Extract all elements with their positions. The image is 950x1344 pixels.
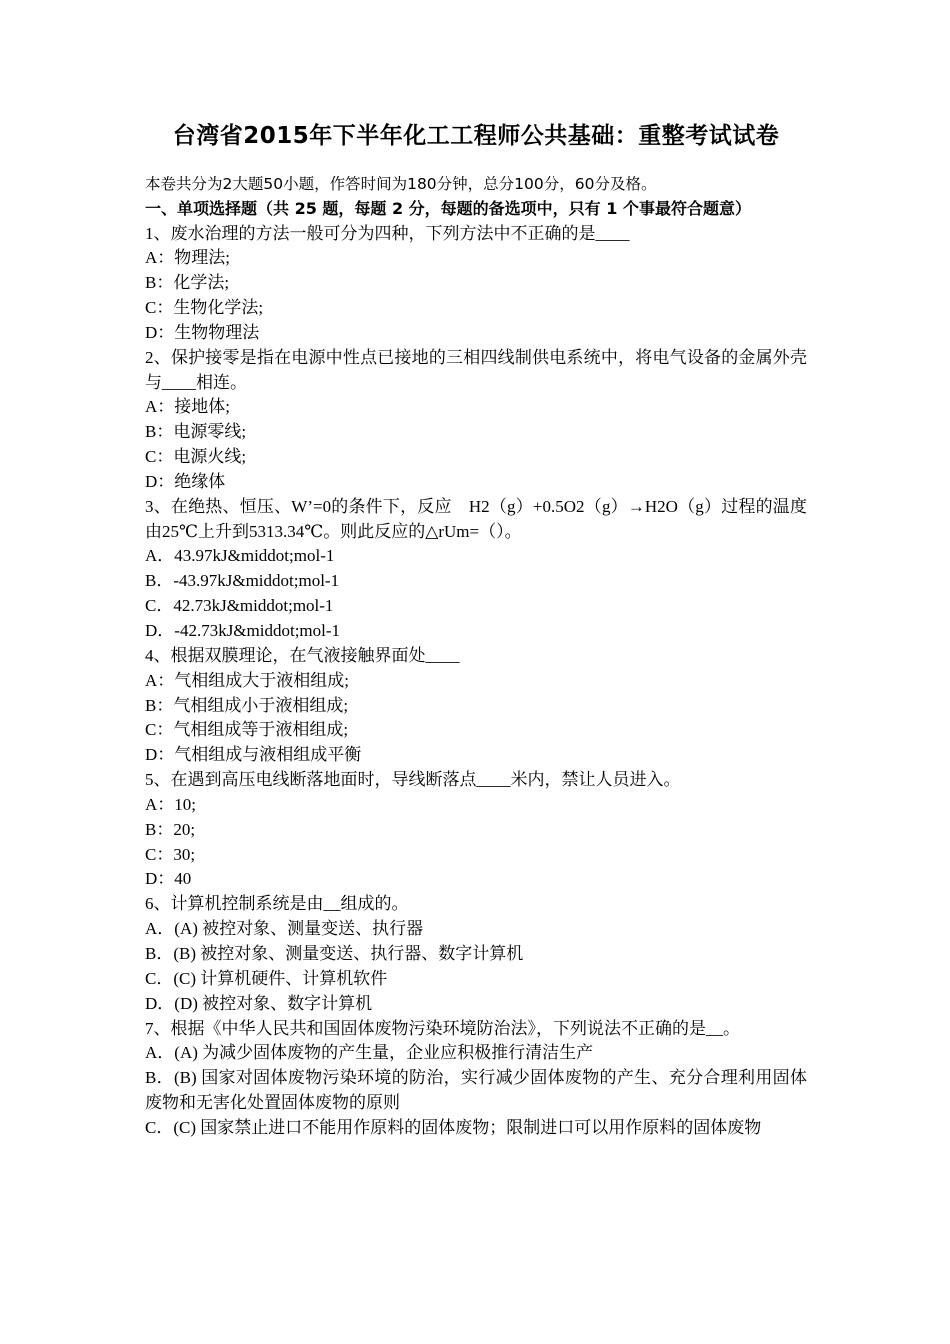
option-c: C：气相组成等于液相组成;: [145, 720, 349, 740]
question-stem: 7、根据《中华人民共和国固体废物污染环境防治法》，下列说法不正确的是__。: [145, 1018, 740, 1038]
question-4: [145, 644, 807, 768]
document-title: 台湾省2015年下半年化工工程师公共基础：重整考试试卷: [172, 123, 780, 149]
option-b: B．(B) 被控对象、测量变送、执行器、数字计算机: [145, 943, 524, 963]
option-c: C．(C) 计算机硬件、计算机软件: [145, 968, 388, 988]
question-5: [145, 768, 807, 892]
question-stem: 6、计算机控制系统是由__组成的。: [145, 894, 409, 914]
option-b: B：化学法;: [145, 273, 230, 293]
question-stem: 4、根据双膜理论，在气液接触界面处____: [145, 645, 460, 665]
option-d: D：绝缘体: [145, 471, 226, 491]
option-c: C：电源火线;: [145, 447, 247, 467]
question-stem: 2、保护接零是指在电源中性点已接地的三相四线制供电系统中，将电气设备的金属外壳与____相连。: [145, 347, 807, 392]
option-d: D．-42.73kJ&middot;mol-1: [145, 621, 341, 640]
option-b: B：20;: [145, 819, 196, 839]
section-heading: 一、单项选择题（共 25 题，每题 2 分，每题的备选项中，只有 1 个事最符合题意）: [145, 199, 751, 218]
option-d: D：气相组成与液相组成平衡: [145, 745, 362, 765]
option-d: D．(D) 被控对象、数字计算机: [145, 993, 373, 1013]
option-d: D：生物物理法: [145, 322, 260, 342]
question-6: [145, 892, 807, 1016]
option-a: A．43.97kJ&middot;mol-1: [145, 546, 335, 566]
option-a: A．(A) 为减少固体废物的产生量，企业应积极推行清洁生产: [145, 1043, 594, 1063]
question-2: [145, 346, 807, 495]
option-a: A．(A) 被控对象、测量变送、执行器: [145, 919, 424, 939]
option-b: B．-43.97kJ&middot;mol-1: [145, 571, 340, 591]
option-b: B：气相组成小于液相组成;: [145, 695, 349, 715]
question-3: [145, 495, 807, 644]
option-c: C．42.73kJ&middot;mol-1: [145, 596, 334, 616]
option-c: C．(C) 国家禁止进口不能用作原料的固体废物；限制进口可以用作原料的固体废物: [145, 1117, 762, 1137]
question-stem: 5、在遇到高压电线断落地面时，导线断落点____米内，禁让人员进入。: [145, 770, 681, 790]
question-1: [145, 222, 807, 346]
option-a: A：10;: [145, 794, 196, 814]
document-page: [145, 118, 807, 1141]
option-d: D：40: [145, 869, 192, 889]
option-a: A：接地体;: [145, 397, 230, 417]
question-stem: 1、废水治理的方法一般可分为四种，下列方法中不正确的是____: [145, 223, 630, 243]
option-a: A：物理法;: [145, 248, 230, 268]
exam-intro: 本卷共分为2大题50小题，作答时间为180分钟，总分100分，60分及格。: [145, 175, 657, 193]
question-7: [145, 1017, 807, 1141]
option-a: A：气相组成大于液相组成;: [145, 670, 349, 690]
question-stem: 3、在绝热、恒压、W’=0的条件下，反应 H2（g）+0.5O2（g）→H2O（g）过程的温度由25℃上升到5313.34℃。则此反应的△rUm=（）。: [145, 496, 807, 541]
option-b: B：电源零线;: [145, 422, 247, 442]
option-b: B．(B) 国家对固体废物污染环境的防治，实行减少固体废物的产生、充分合理利用固体废物和无害化处置固体废物的原则: [145, 1068, 807, 1113]
option-c: C：30;: [145, 844, 196, 864]
option-c: C：生物化学法;: [145, 298, 264, 318]
